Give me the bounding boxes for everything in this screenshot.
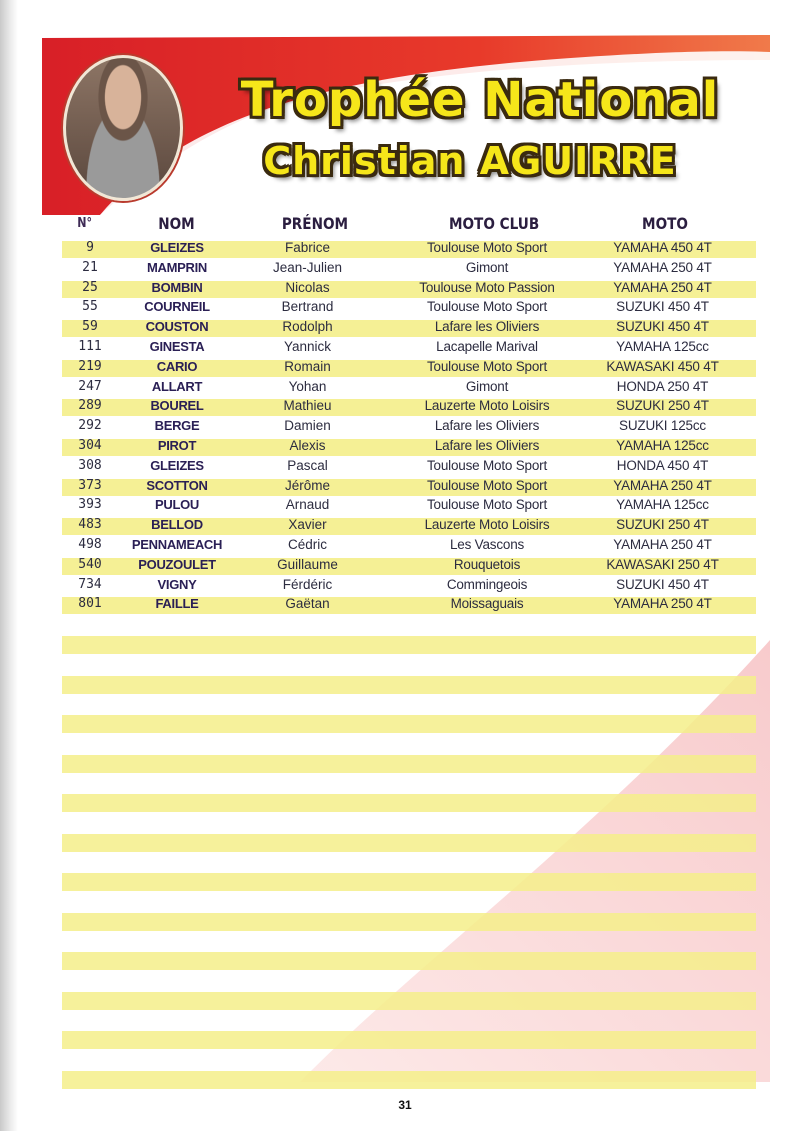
rider-firstname-cell: Jean-Julien — [272, 260, 343, 275]
empty-row-stripe — [62, 834, 756, 852]
rider-firstname-cell: Cédric — [287, 537, 327, 552]
table-row — [0, 379, 800, 399]
empty-row-stripe — [62, 794, 756, 812]
rider-number-cell: 373 — [78, 478, 102, 493]
rider-firstname-cell: Xavier — [288, 517, 327, 532]
column-header-no: N° — [77, 216, 93, 231]
column-header-nom: NOM — [158, 214, 195, 233]
table-row — [0, 557, 800, 577]
table-row — [0, 398, 800, 418]
rider-lastname-cell: GLEIZES — [150, 458, 204, 473]
title-line-1: Trophée National — [240, 72, 720, 128]
rider-firstname-cell: Alexis — [289, 438, 326, 453]
motorcycle-cell: SUZUKI 450 4T — [616, 299, 709, 314]
table-row — [0, 260, 800, 280]
moto-club-cell: Lafare les Oliviers — [434, 418, 540, 433]
rider-lastname-cell: BERGE — [154, 418, 200, 433]
table-row — [0, 240, 800, 260]
moto-club-cell: Rouquetois — [453, 557, 521, 572]
motorcycle-cell: YAMAHA 250 4T — [613, 260, 712, 275]
moto-club-cell: Toulouse Moto Sport — [426, 240, 548, 255]
moto-club-cell: Les Vascons — [449, 537, 525, 552]
rider-firstname-cell: Nicolas — [285, 280, 330, 295]
page-number: 31 — [398, 1098, 412, 1112]
rider-number-cell: 801 — [78, 596, 102, 611]
rider-lastname-cell: PENNAMEACH — [131, 537, 223, 552]
table-row — [0, 359, 800, 379]
rider-number-cell: 734 — [78, 577, 102, 592]
rider-lastname-cell: COUSTON — [145, 319, 209, 334]
table-row — [0, 596, 800, 616]
motorcycle-cell: SUZUKI 450 4T — [616, 319, 709, 334]
motorcycle-cell: KAWASAKI 450 4T — [606, 359, 719, 374]
empty-row-stripe — [62, 1031, 756, 1049]
moto-club-cell: Lauzerte Moto Loisirs — [424, 398, 550, 413]
moto-club-cell: Toulouse Moto Sport — [426, 299, 548, 314]
table-row — [0, 280, 800, 300]
rider-number-cell: 9 — [86, 240, 94, 255]
table-row — [0, 517, 800, 537]
rider-firstname-cell: Damien — [284, 418, 331, 433]
rider-number-cell: 21 — [82, 260, 98, 275]
rider-firstname-cell: Férdéric — [282, 577, 333, 592]
table-row — [0, 478, 800, 498]
column-header-moto-club: MOTO CLUB — [448, 214, 540, 233]
rider-number-cell: 540 — [78, 557, 102, 572]
moto-club-cell: Commingeois — [446, 577, 528, 592]
table-row — [0, 577, 800, 597]
rider-number-cell: 25 — [82, 280, 98, 295]
rider-firstname-cell: Jérôme — [284, 478, 330, 493]
rider-lastname-cell: BOMBIN — [151, 280, 203, 295]
column-header-moto: MOTO — [642, 214, 688, 233]
rider-number-cell: 59 — [82, 319, 98, 334]
rider-firstname-cell: Mathieu — [283, 398, 332, 413]
table-row — [0, 418, 800, 438]
rider-number-cell: 247 — [78, 379, 102, 394]
rider-lastname-cell: BOUREL — [150, 398, 204, 413]
motorcycle-cell: YAMAHA 250 4T — [613, 537, 712, 552]
moto-club-cell: Lafare les Oliviers — [434, 319, 540, 334]
rider-firstname-cell: Guillaume — [277, 557, 338, 572]
rider-number-cell: 111 — [78, 339, 102, 354]
motorcycle-cell: YAMAHA 250 4T — [613, 478, 712, 493]
moto-club-cell: Toulouse Moto Sport — [426, 497, 548, 512]
portrait-photo — [63, 55, 183, 201]
moto-club-cell: Toulouse Moto Sport — [426, 478, 548, 493]
empty-row-stripe — [62, 636, 756, 654]
rider-lastname-cell: POUZOULET — [138, 557, 216, 572]
rider-number-cell: 483 — [78, 517, 102, 532]
moto-club-cell: Gimont — [465, 260, 509, 275]
empty-row-stripe — [62, 913, 756, 931]
rider-lastname-cell: GLEIZES — [150, 240, 204, 255]
rider-firstname-cell: Arnaud — [285, 497, 330, 512]
motorcycle-cell: HONDA 450 4T — [616, 458, 709, 473]
moto-club-cell: Toulouse Moto Sport — [426, 359, 548, 374]
motorcycle-cell: SUZUKI 250 4T — [616, 398, 709, 413]
rider-lastname-cell: PIROT — [157, 438, 197, 453]
rider-firstname-cell: Romain — [284, 359, 331, 374]
moto-club-cell: Lafare les Oliviers — [434, 438, 540, 453]
rider-lastname-cell: CARIO — [156, 359, 198, 374]
rider-number-cell: 55 — [82, 299, 98, 314]
rider-lastname-cell: COURNEIL — [144, 299, 210, 314]
moto-club-cell: Lacapelle Marival — [436, 339, 538, 354]
motorcycle-cell: YAMAHA 450 4T — [613, 240, 712, 255]
rider-lastname-cell: MAMPRIN — [146, 260, 207, 275]
moto-club-cell: Toulouse Moto Passion — [419, 280, 555, 295]
rider-number-cell: 289 — [78, 398, 102, 413]
empty-row-stripe — [62, 952, 756, 970]
rider-number-cell: 393 — [78, 497, 102, 512]
rider-lastname-cell: ALLART — [151, 379, 203, 394]
moto-club-cell: Toulouse Moto Sport — [426, 458, 548, 473]
table-row — [0, 458, 800, 478]
rider-lastname-cell: BELLOD — [151, 517, 203, 532]
motorcycle-cell: SUZUKI 125cc — [619, 418, 706, 433]
empty-row-stripe — [62, 1071, 756, 1089]
empty-row-stripe — [62, 676, 756, 694]
rider-number-cell: 292 — [78, 418, 102, 433]
table-row — [0, 319, 800, 339]
motorcycle-cell: YAMAHA 250 4T — [613, 280, 712, 295]
rider-number-cell: 304 — [78, 438, 102, 453]
motorcycle-cell: SUZUKI 250 4T — [616, 517, 709, 532]
footer-pink-wedge — [300, 640, 770, 1082]
motorcycle-cell: HONDA 250 4T — [616, 379, 709, 394]
rider-lastname-cell: SCOTTON — [146, 478, 208, 493]
motorcycle-cell: YAMAHA 125cc — [616, 497, 709, 512]
rider-firstname-cell: Rodolph — [282, 319, 333, 334]
motorcycle-cell: SUZUKI 450 4T — [616, 577, 709, 592]
table-row — [0, 438, 800, 458]
table-row — [0, 497, 800, 517]
empty-row-stripe — [62, 755, 756, 773]
rider-number-cell: 308 — [78, 458, 102, 473]
rider-firstname-cell: Yannick — [283, 339, 332, 354]
rider-firstname-cell: Gaëtan — [285, 596, 330, 611]
rider-lastname-cell: FAILLE — [155, 596, 199, 611]
motorcycle-cell: YAMAHA 125cc — [616, 438, 709, 453]
title-line-2: Christian AGUIRRE — [263, 139, 677, 183]
rider-lastname-cell: PULOU — [154, 497, 199, 512]
table-row — [0, 537, 800, 557]
table-row — [0, 339, 800, 359]
table-row — [0, 299, 800, 319]
empty-row-stripe — [62, 873, 756, 891]
rider-lastname-cell: VIGNY — [157, 577, 197, 592]
rider-firstname-cell: Fabrice — [284, 240, 330, 255]
rider-lastname-cell: GINESTA — [149, 339, 205, 354]
rider-firstname-cell: Pascal — [287, 458, 328, 473]
rider-firstname-cell: Yohan — [288, 379, 327, 394]
motorcycle-cell: YAMAHA 125cc — [616, 339, 709, 354]
column-header-prenom: PRÉNOM — [281, 214, 349, 233]
moto-club-cell: Moissaguais — [450, 596, 524, 611]
rider-number-cell: 498 — [78, 537, 102, 552]
motorcycle-cell: KAWASAKI 250 4T — [606, 557, 719, 572]
empty-row-stripe — [62, 992, 756, 1010]
moto-club-cell: Lauzerte Moto Loisirs — [424, 517, 550, 532]
empty-row-stripe — [62, 715, 756, 733]
rider-firstname-cell: Bertrand — [281, 299, 334, 314]
motorcycle-cell: YAMAHA 250 4T — [613, 596, 712, 611]
rider-number-cell: 219 — [78, 359, 102, 374]
moto-club-cell: Gimont — [465, 379, 509, 394]
